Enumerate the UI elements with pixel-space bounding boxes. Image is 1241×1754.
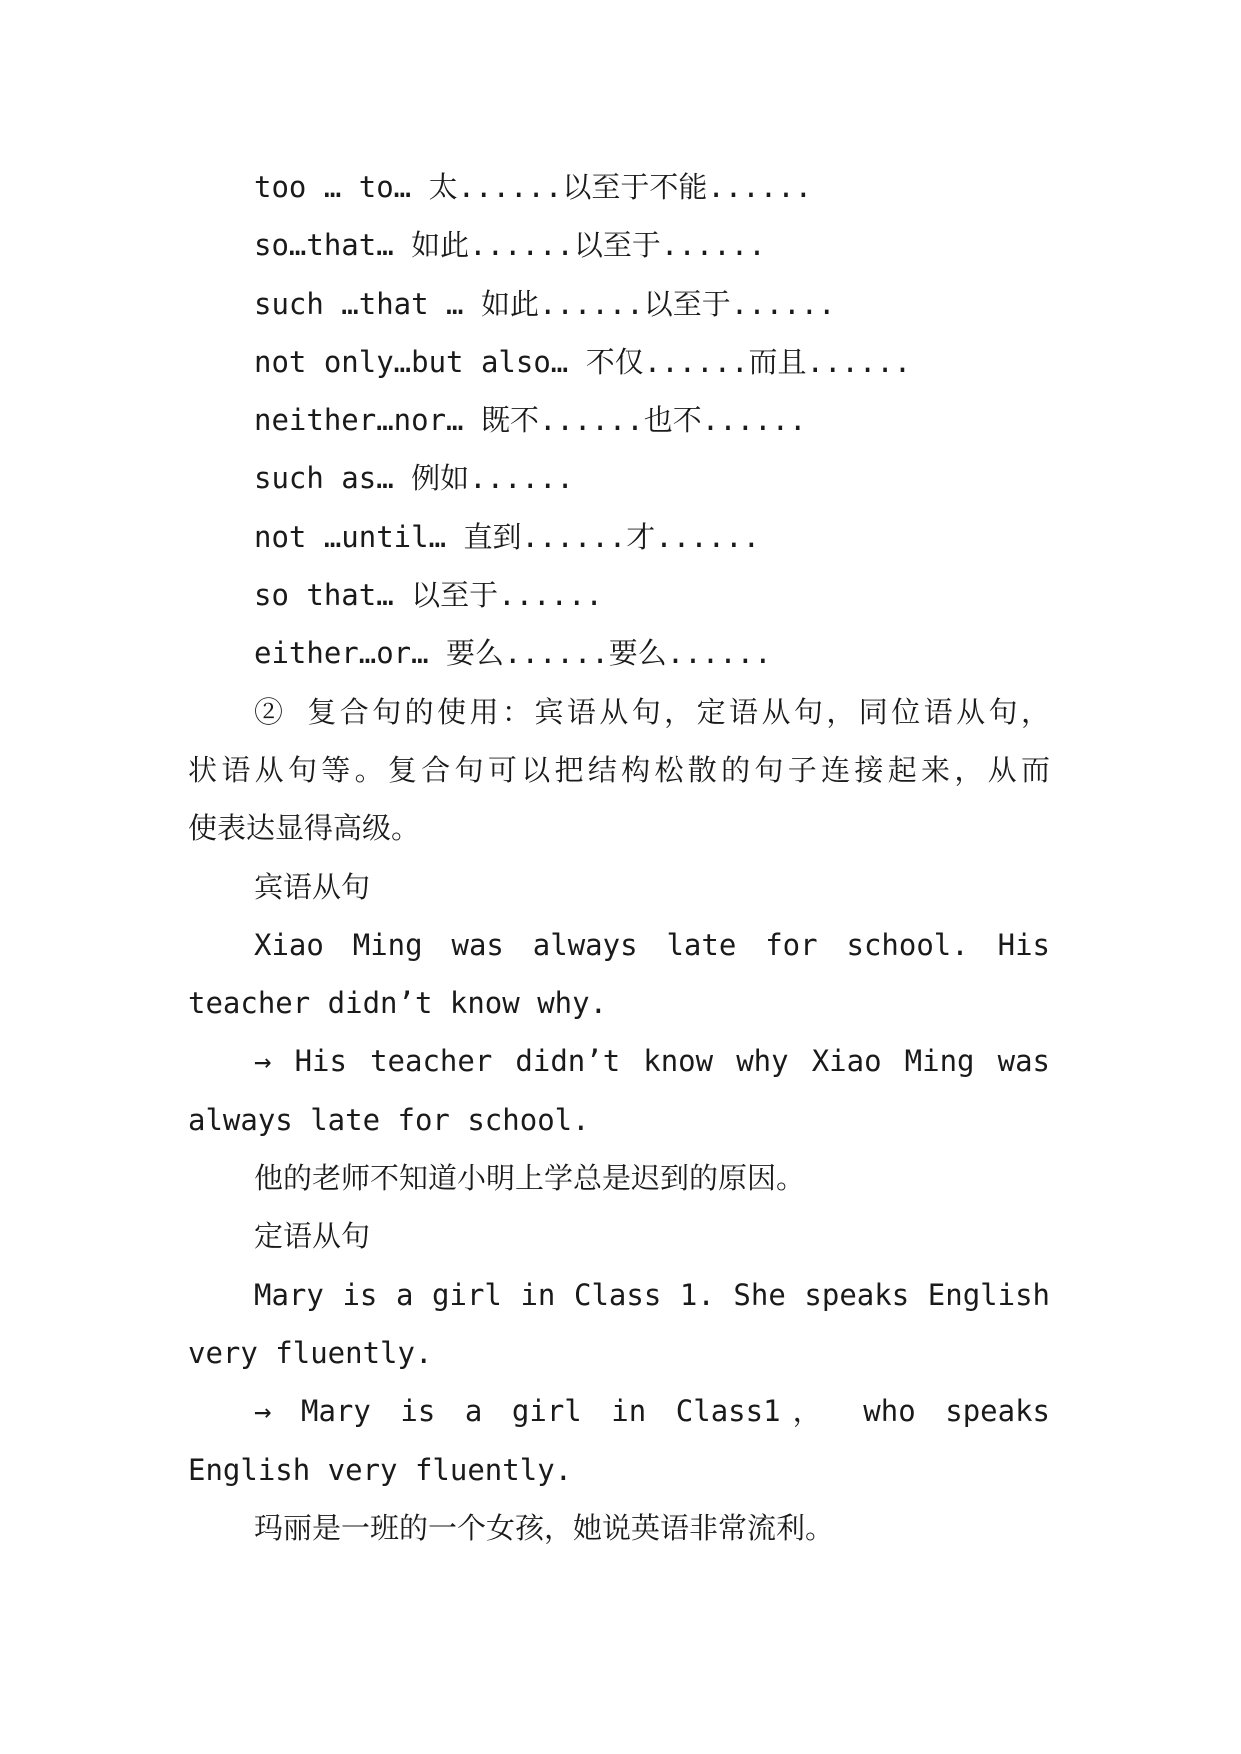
phrase-so-that: so…that… 如此......以至于......: [254, 228, 766, 263]
attributive-clause-translation: 玛丽是一班的一个女孩，她说英语非常流利。: [254, 1510, 835, 1545]
page-content: [188, 158, 1050, 1557]
phrase-such-that: such …that … 如此......以至于......: [254, 286, 836, 321]
complex-sentence-line-1: ② 复合句的使用：宾语从句，定语从句，同位语从句，: [254, 694, 1050, 729]
object-clause-example-line-2: teacher didn’t know why.: [188, 986, 608, 1021]
complex-sentence-line-3: 使表达显得高级。: [188, 811, 421, 846]
object-clause-rewrite-line-1: → His teacher didn’t know why Xiao Ming was: [254, 1044, 1050, 1079]
object-clause-rewrite-line-2: always late for school.: [188, 1102, 590, 1137]
phrase-not-only-but-also: not only…but also… 不仅......而且......: [254, 344, 912, 379]
phrase-such-as: such as… 例如......: [254, 461, 574, 496]
phrase-too-to: too … to… 太......以至于不能......: [254, 170, 813, 204]
attributive-clause-rewrite-line-2: English very fluently.: [188, 1452, 573, 1487]
phrase-either-or: either…or… 要么......要么......: [254, 636, 772, 671]
attributive-clause-heading: 定语从句: [254, 1219, 371, 1254]
attributive-clause-example-line-2: very fluently.: [188, 1335, 433, 1370]
phrase-so-that-purpose: so that… 以至于......: [254, 578, 603, 613]
complex-sentence-line-2: 状语从句等。复合句可以把结构松散的句子连接起来，从而: [188, 752, 1050, 787]
phrase-neither-nor: neither…nor… 既不......也不......: [254, 403, 807, 438]
object-clause-translation: 他的老师不知道小明上学总是迟到的原因。: [254, 1161, 806, 1196]
object-clause-example-line-1: Xiao Ming was always late for school. His: [254, 927, 1050, 962]
phrase-not-until: not …until… 直到......才......: [254, 519, 761, 554]
attributive-clause-rewrite-line-1: → Mary is a girl in Class1， who speaks: [254, 1394, 1050, 1429]
object-clause-heading: 宾语从句: [254, 869, 371, 904]
attributive-clause-example-line-1: Mary is a girl in Class 1. She speaks English: [254, 1277, 1050, 1312]
